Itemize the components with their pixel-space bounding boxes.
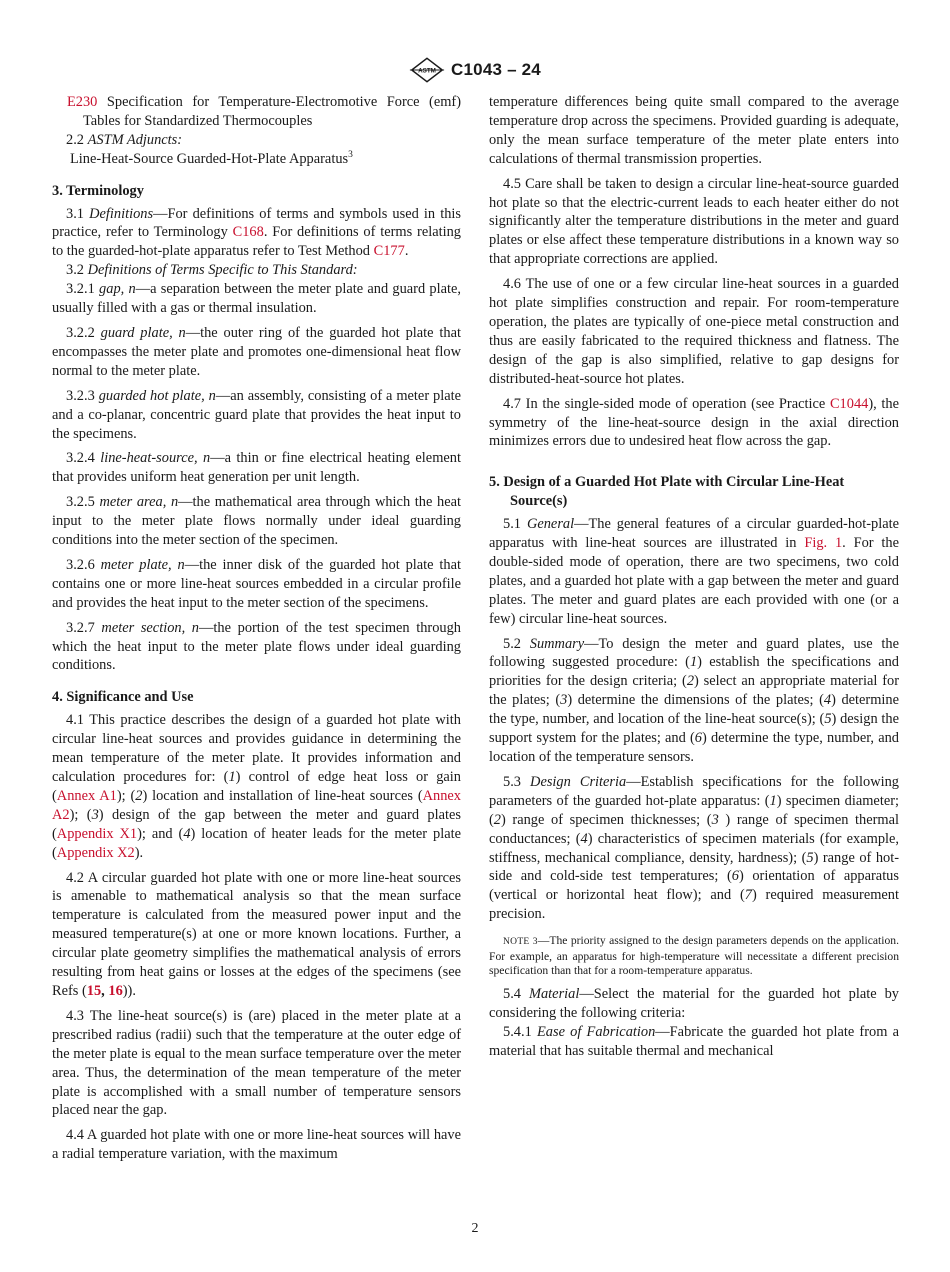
link-c168[interactable]: C168 bbox=[232, 224, 264, 241]
link-appendix-x1[interactable]: Appendix X1 bbox=[56, 825, 138, 842]
note-3: NOTE 3—The priority assigned to the design parameters depends on the application. For example, an apparatus for high-temperature will necessitate a different precision specification than that for a room-temperature apparatus. bbox=[489, 934, 899, 978]
link-c177[interactable]: C177 bbox=[373, 243, 405, 260]
link-ref-16[interactable]: 16 bbox=[108, 982, 123, 999]
para-3-1: 3.1 Definitions—For definitions of terms and symbols used in this practice, refer to Terminology C168. For definitions of terms relating to the guarded-hot-plate apparatus refer to Test Method C177. bbox=[52, 205, 461, 260]
reference-e230: E230 Specification for Temperature-Electromotive Force (emf) Tables for Standardized Thermocouples bbox=[67, 94, 461, 129]
section-4-heading: 4. Significance and Use bbox=[52, 689, 194, 706]
para-4-7: 4.7 In the single-sided mode of operation (see Practice C1044), the symmetry of the line-heat-source design in the axial direction minimizes errors due to undesired heat flow across the gap. bbox=[489, 395, 899, 450]
section-3-heading: 3. Terminology bbox=[52, 182, 144, 199]
link-appendix-x2[interactable]: Appendix X2 bbox=[56, 844, 135, 861]
para-3-2-6: 3.2.6 meter plate, n—the inner disk of the guarded hot plate that contains one or more line-heat sources embedded in a circular profile and provides the heat input to the meter section of the specimens. bbox=[52, 556, 461, 611]
para-4-2: 4.2 A circular guarded hot plate with one or more line-heat sources is amenable to mathematical analysis so that the mean surface temperature is calculated from the measured power input and the measured temperature(s) at one or more known locations. Further, a circular plate geometry simplifies the mathematical analysis of errors resulting from heat gains or losses at the edges of the specimens (see Refs (15, 16)). bbox=[52, 869, 461, 999]
link-e230[interactable]: E230 bbox=[67, 94, 98, 110]
section-5-heading: 5. Design of a Guarded Hot Plate with Circular Line-Heat Source(s) bbox=[489, 474, 845, 510]
right-column bbox=[489, 93, 899, 1061]
page-number: 2 bbox=[471, 1221, 479, 1236]
para-4-1: 4.1 This practice describes the design of a guarded hot plate with circular line-heat sources and provides guidance in determining the mean temperature of the meter plate. It provides information and calculation procedures for: (1) control of edge heat loss or gain (Annex A1); (2) location and installation of line-heat sources (Annex A2); (3) design of the gap between the meter and guard plates (Appendix X1); and (4) location of heater leads for the meter plate (Appendix X2). bbox=[52, 712, 462, 861]
para-5-1: 5.1 General—The general features of a circular guarded-hot-plate apparatus with line-heat sources are illustrated in Fig. 1. For the double-sided mode of operation, there are two specimens, two cold plates, and a guarded hot plate with a gap between the meter and guard plates. The meter and guard plates are each provided with one (or a few) circular line-heat sources. bbox=[489, 516, 899, 627]
para-4-5: 4.5 Care shall be taken to design a circular line-heat-source guarded hot plate so that the electric-current leads to each heater either do not significantly alter the temperature distributions in the meter and guard plates or else affect these temperature distributions in a known way so that appropriate corrections are applied. bbox=[489, 175, 899, 268]
para-3-2: 3.2 Definitions of Terms Specific to This Standard: bbox=[66, 262, 358, 279]
para-4-4: 4.4 A guarded hot plate with one or more line-heat sources will have a radial temperature variation, with the maximum bbox=[52, 1127, 461, 1163]
svg-text:ASTM: ASTM bbox=[418, 67, 436, 75]
link-annex-a2[interactable]: Annex A2 bbox=[52, 787, 461, 823]
para-5-2: 5.2 Summary—To design the meter and guard plates, use the following suggested procedure: (1) establish the specifications and priorities for the design criteria; (2) select an appropriate material for the plates; (3) determine the dimensions of the plates; (4) determine the type, number, and location of the line-heat source(s); (5) design the support system for the plates; and (6) determine the type, number, and location of the temperature sensors. bbox=[489, 635, 900, 765]
para-3-2-5: 3.2.5 meter area, n—the mathematical area through which the heat input to the meter plate flows normally under ideal guarding conditions into the meter section of the specimen. bbox=[52, 494, 461, 549]
footnote-marker: 3 bbox=[348, 149, 353, 160]
para-3-2-2: 3.2.2 guard plate, n—the outer ring of the guarded hot plate that encompasses the meter plate and promotes one-dimensional heat flow normal to the meter plate. bbox=[52, 324, 461, 379]
page-header bbox=[0, 56, 950, 84]
left-column bbox=[52, 93, 461, 1164]
para-3-2-1: 3.2.1 gap, n—a separation between the meter plate and guard plate, usually filled with a gas or thermal insulation. bbox=[52, 281, 461, 317]
link-fig-1[interactable]: Fig. 1 bbox=[804, 535, 843, 552]
para-4-3: 4.3 The line-heat source(s) is (are) placed in the meter plate at a prescribed radius (radii) such that the temperature at the outer edge of the meter plate is equal to the mean surface temperature over the meter area. Thus, the determination of the mean temperature of the meter plate is accomplished with a small number of temperature sensors placed near the gap. bbox=[52, 1007, 461, 1119]
standard-designation: C1043 – 24 bbox=[451, 60, 541, 79]
para-4-6: 4.6 The use of one or a few circular line-heat sources in a guarded hot plate simplifies construction and repair. For room-temperature operation, the plates are typically of one-piece metal construction and thus are easily fabricated to the required thickness and flatness. The design of the gap is also simplified, relative to gap designs for distributed-heat-source hot plates. bbox=[489, 276, 899, 387]
astm-logo-icon bbox=[409, 57, 445, 83]
link-c1044[interactable]: C1044 bbox=[829, 395, 869, 412]
para-5-4: 5.4 Material—Select the material for the guarded hot plate by considering the following criteria: bbox=[489, 985, 899, 1021]
para-5-3: 5.3 Design Criteria—Establish specifications for the following parameters of the guarded hot-plate apparatus: (1) specimen diameter; (2) range of specimen thicknesses; (3 ) range of specimen thermal conductances; (4) characteristics of specimen materials (for example, stiffness, mechanical compliance, density, hardness); (5) range of hot-side and cold-side test temperatures; (6) orientation of apparatus (vertical or horizontal heat flow); and (7) required measurement precision. bbox=[489, 773, 899, 923]
adjunct-item: Line-Heat-Source Guarded-Hot-Plate Apparatus$^3$ bbox=[70, 149, 353, 167]
para-5-4-1: 5.4.1 Ease of Fabrication—Fabricate the guarded hot plate from a material that has suitable thermal and mechanical bbox=[489, 1023, 899, 1059]
para-3-2-7: 3.2.7 meter section, n—the portion of the test specimen through which the heat input to the meter plate flows under ideal guarding conditions. bbox=[52, 619, 462, 674]
link-annex-a1[interactable]: Annex A1 bbox=[56, 787, 117, 804]
para-3-2-3: 3.2.3 guarded hot plate, n—an assembly, consisting of a meter plate and a co-planar, concentric guard plate that provides the heat input to the specimens. bbox=[52, 387, 461, 442]
para-4-4-continued: temperature differences being quite small compared to the average temperature drop across the specimens. Provided guarding is adequate, only the mean surface temperature of the meter plate enters into calculations of thermal transmission properties. bbox=[489, 94, 899, 167]
link-ref-15[interactable]: 15 bbox=[86, 982, 102, 999]
para-3-2-4: 3.2.4 line-heat-source, n—a thin or fine electrical heating element that provides uniform heat generation per unit length. bbox=[52, 450, 461, 486]
para-2-2: 2.2 ASTM Adjuncts: bbox=[66, 131, 183, 148]
